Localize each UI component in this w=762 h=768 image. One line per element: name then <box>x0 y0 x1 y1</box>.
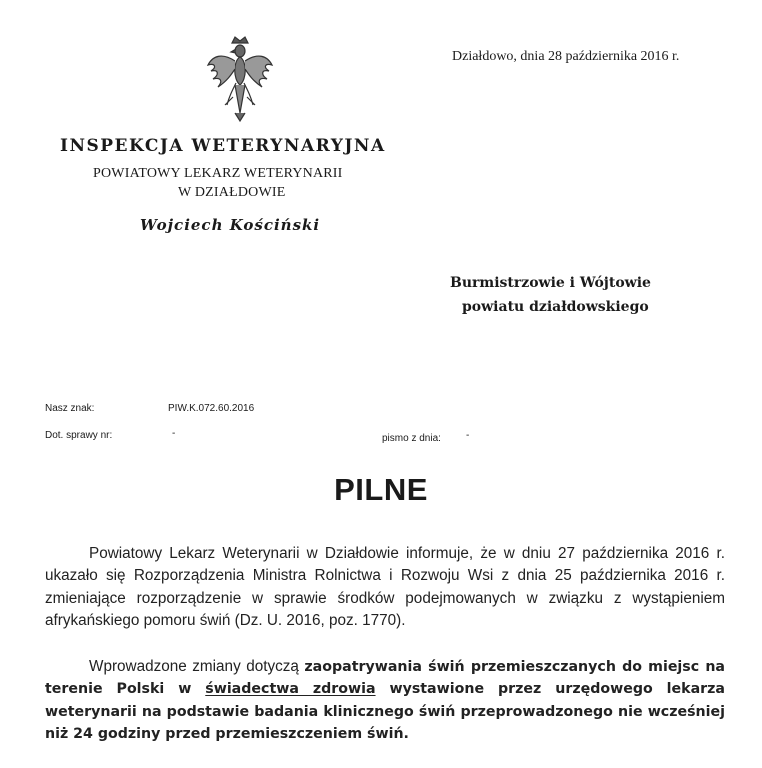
letter-date-value: - <box>466 430 470 441</box>
institution-name: INSPEKCJA WETERYNARYJNA <box>60 136 386 156</box>
body-paragraph-1: Powiatowy Lekarz Weterynarii w Działdowie informuje, że w dniu 27 października 2016 r. ukazało się Rozporządzenia Ministra Rolnictwa i Rozwoju Wsi z dnia 25 października 2016 r. zmieniające rozporządzenie w sprawie środków podejmowanych w związku z wystąpieniem afrykańskiego pomoru świń (Dz. U. 2016, poz. 1770). <box>45 545 725 629</box>
letter-date-label: pismo z dnia: <box>382 433 441 444</box>
polish-eagle-emblem-icon <box>205 35 275 125</box>
officer-name: Wojciech Kościński <box>140 216 321 234</box>
document-title: PILNE <box>334 472 428 507</box>
date-line: Działdowo, dnia 28 października 2016 r. <box>452 49 680 64</box>
paragraph-2-bold-text-end: wystawione przez urzędowego lekarza weterynarii na podstawie badania klinicznego świń przeprowadzonego nie wcześniej niż 24 godziny przed przemieszczeniem świń. <box>45 681 725 742</box>
paragraph-2-intro: Wprowadzone zmiany dotyczą <box>89 658 305 675</box>
case-number-label: Dot. sprawy nr: <box>45 430 113 441</box>
position-title: POWIATOWY LEKARZ WETERYNARII <box>93 166 343 181</box>
reference-value: PIW.K.072.60.2016 <box>168 403 255 414</box>
case-number-value: - <box>172 428 176 439</box>
paragraph-2-bold-text: zaopatrywania świń przemieszczanych do miejsc na terenie Polski w <box>45 659 725 698</box>
reference-label: Nasz znak: <box>45 403 95 414</box>
recipient-line-2: powiatu działdowskiego <box>462 299 649 315</box>
body-paragraph-2 <box>45 656 725 745</box>
recipient-line-1: Burmistrzowie i Wójtowie <box>450 275 651 291</box>
health-certificate-underlined: świadectwa zdrowia <box>205 681 376 698</box>
position-location: W DZIAŁDOWIE <box>178 185 286 200</box>
